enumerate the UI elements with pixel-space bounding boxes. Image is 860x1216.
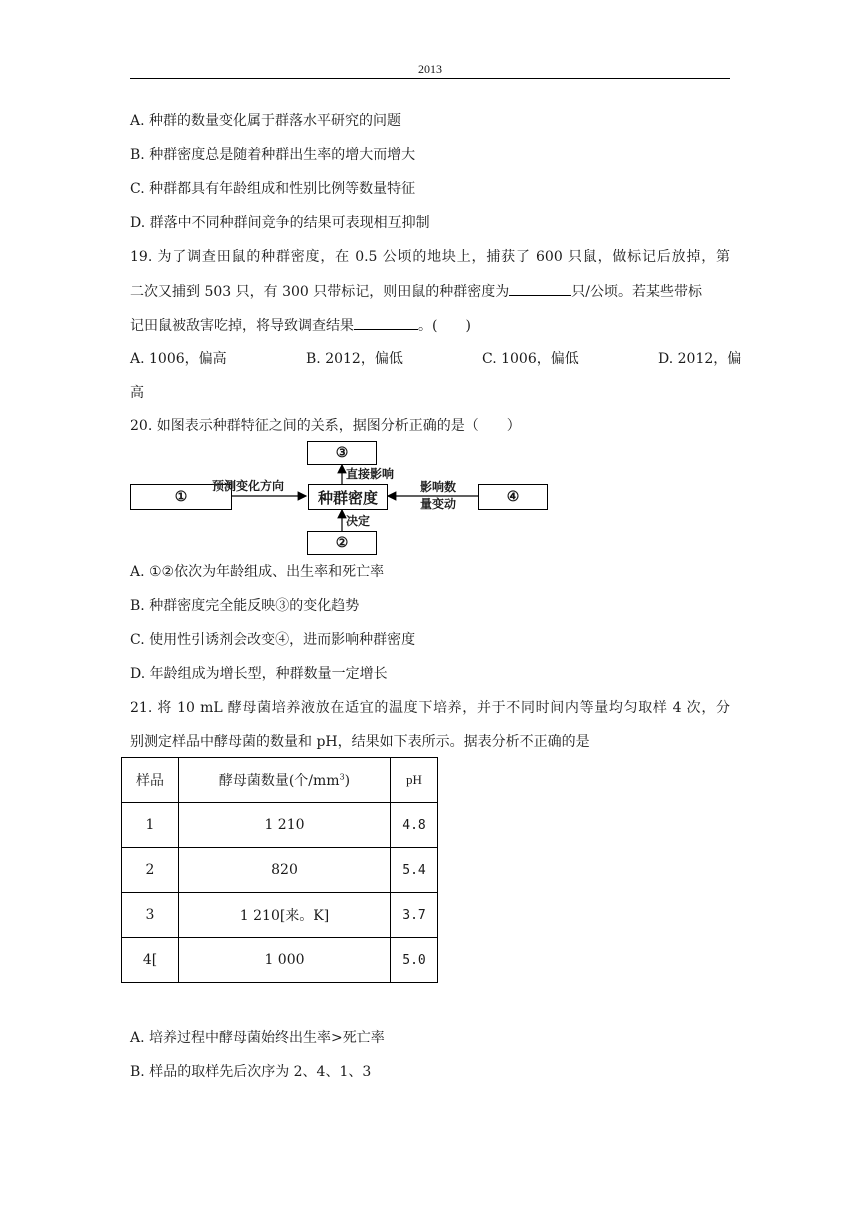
q20-option-c: C. 使用性引诱剂会改变④，进而影响种群密度 [130, 632, 416, 648]
q19-line3-text-b: 。( ) [418, 318, 471, 334]
q20-stem: 20. 如图表示种群特征之间的关系，据图分析正确的是（ ） [130, 418, 521, 434]
q20-option-d: D. 年龄组成为增长型，种群数量一定增长 [130, 666, 388, 682]
table-row [122, 803, 438, 848]
diagram-label-affect-2: 量变动 [420, 497, 457, 511]
cell-sample: 2 [122, 848, 179, 893]
diagram-box-2: ② [307, 531, 377, 555]
table-row [122, 893, 438, 938]
q21-stem-line2: 别测定样品中酵母菌的数量和 pH，结果如下表所示。据表分析不正确的是 [130, 734, 590, 750]
q19-stem-line1: 19. 为了调查田鼠的种群密度，在 0.5 公顷的地块上，捕获了 600 只鼠，做标记后放掉，第 [130, 249, 730, 265]
cell-ph: 3.7 [391, 893, 438, 938]
cell-count: 1 000 [179, 938, 391, 983]
table-row [122, 938, 438, 983]
diagram-box-3: ③ [307, 441, 377, 465]
q21-stem-line1: 21. 将 10 mL 酵母菌培养液放在适宜的温度下培养，并于不同时间内等量均匀取样 4 次，分 [130, 700, 730, 716]
q19-option-d-continued: 高 [130, 385, 144, 401]
q20-option-b: B. 种群密度完全能反映③的变化趋势 [130, 598, 360, 614]
q19-line2-text-b: 只/公顷。若某些带标 [571, 284, 702, 300]
cell-sample: 4[ [122, 938, 179, 983]
q21-option-a: A. 培养过程中酵母菌始终出生率>死亡率 [130, 1030, 385, 1046]
diagram-label-predict: 预测变化方向 [212, 479, 285, 493]
diagram-box-4: ④ [478, 484, 548, 510]
q19-option-c: C. 1006，偏低 [482, 351, 579, 367]
cell-ph: 4.8 [391, 803, 438, 848]
diagram-label-determine: 决定 [346, 514, 371, 528]
cell-count: 820 [179, 848, 391, 893]
page-header-year: 2013 [418, 62, 442, 76]
q19-option-a: A. 1006，偏高 [130, 351, 227, 367]
q18-option-c: C. 种群都具有年龄组成和性别比例等数量特征 [130, 181, 416, 197]
diagram-arrows [0, 0, 860, 560]
cell-count: 1 210 [179, 803, 391, 848]
diagram-label-affect-1: 影响数 [420, 480, 457, 494]
table-header-row [122, 758, 438, 803]
cell-count: 1 210[来。K] [179, 893, 391, 938]
q19-line2-text-a: 二次又捕到 503 只，有 300 只带标记，则田鼠的种群密度为 [130, 284, 510, 300]
q19-option-b: B. 2012，偏低 [306, 351, 403, 367]
cell-sample: 3 [122, 893, 179, 938]
q18-option-b: B. 种群密度总是随着种群出生率的增大而增大 [130, 147, 416, 163]
header-sample: 样品 [122, 758, 179, 803]
q19-option-d: D. 2012，偏 [658, 351, 742, 367]
table-row [122, 848, 438, 893]
q19-line3-text-a: 记田鼠被敌害吃掉，将导致调查结果 [130, 318, 354, 334]
cell-sample: 1 [122, 803, 179, 848]
cell-ph: 5.4 [391, 848, 438, 893]
q20-option-a: A. ①②依次为年龄组成、出生率和死亡率 [130, 564, 385, 580]
q18-option-d: D. 群落中不同种群间竞争的结果可表现相互抑制 [130, 215, 430, 231]
header-ph: pH [391, 758, 438, 803]
yeast-data-table [121, 757, 438, 983]
header-yeast-count: 酵母菌数量(个$/mm^3$) [179, 758, 391, 803]
diagram-label-direct-influence: 直接影响 [346, 467, 395, 481]
q18-option-a: A. 种群的数量变化属于群落水平研究的问题 [130, 113, 402, 129]
cell-ph: 5.0 [391, 938, 438, 983]
diagram-center-population-density: 种群密度 [308, 484, 388, 510]
diagram-box-1: ① [130, 484, 232, 510]
q21-option-b: B. 样品的取样先后次序为 2、4、1、3 [130, 1064, 372, 1080]
